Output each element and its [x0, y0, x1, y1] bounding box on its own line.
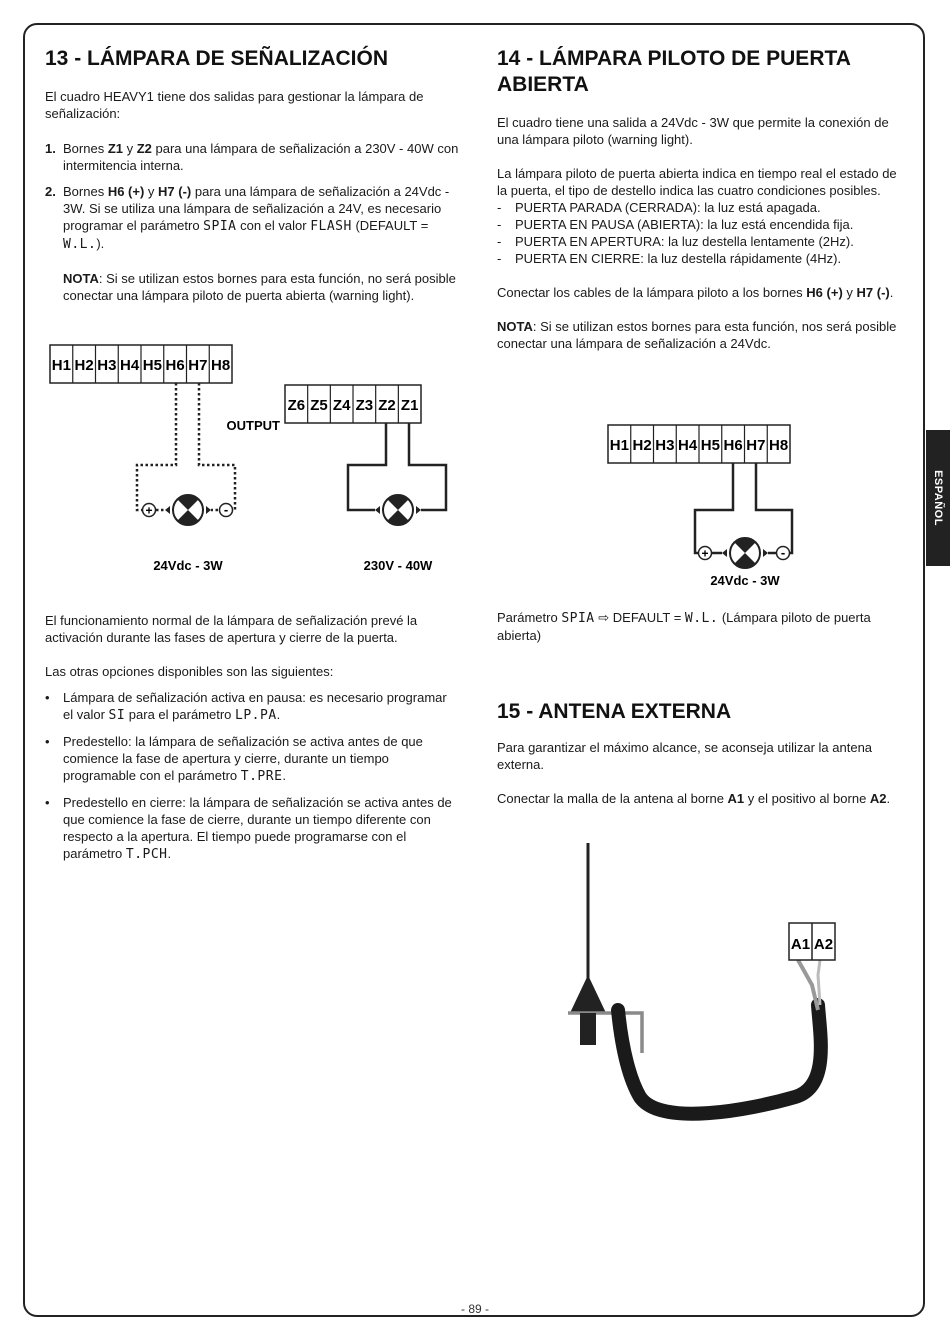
terminal-label: H2 — [74, 357, 94, 374]
section-14-title: 14 - LÁMPARA PILOTO DE PUERTA ABIERTA — [497, 47, 851, 96]
note-text: : Si se utilizan estos bornes para esta función, nos será posible conectar una lámpara de señalización a 24Vdc. — [497, 319, 897, 351]
terminal-label: H1 — [609, 437, 629, 454]
terminal-label: H2 — [632, 437, 652, 454]
dash: - — [497, 251, 502, 266]
text: Predestello: la lámpara de señalización se activa antes de que comience la fase de apertura y cierre, durante un tiempo programable con el parámetro — [63, 734, 423, 783]
dash: - — [497, 234, 502, 249]
terminal-a1: A1 — [790, 936, 811, 953]
bullet: • — [45, 734, 50, 749]
terminal-label: Z1 — [400, 397, 419, 414]
antenna-diagram — [550, 835, 870, 1155]
note-label: NOTA — [63, 271, 99, 286]
section-14-note — [497, 318, 907, 352]
parameter-default: W.L. — [63, 237, 97, 252]
lamp-230v-label: 230V - 40W — [363, 558, 433, 573]
parameter-name: SPIA — [203, 219, 237, 234]
list-number: 1. — [45, 141, 56, 156]
text: y — [144, 184, 159, 199]
arrow-icon: ⇨ — [598, 610, 610, 625]
state-item — [497, 199, 907, 216]
text: Bornes — [63, 184, 108, 199]
state-text: PUERTA EN CIERRE: la luz destella rápidamente (4Hz). — [515, 251, 842, 266]
terminal-ref: Z2 — [136, 141, 152, 156]
text: DEFAULT = — [609, 610, 685, 625]
section-15-title: 15 - ANTENA EXTERNA — [497, 700, 732, 723]
paragraph — [497, 284, 907, 301]
note-text: : Si se utilizan estos bornes para esta función, no será posible conectar una lámpara piloto de puerta abierta (warning light). — [63, 271, 456, 303]
parameter-name: T.PCH — [125, 847, 168, 862]
section-14 — [497, 46, 907, 352]
terminal-label: H8 — [211, 357, 231, 374]
terminal-label: H7 — [746, 437, 766, 454]
antenna-terminal-block — [789, 923, 835, 960]
text: Conectar los cables de la lámpara piloto a los bornes — [497, 285, 807, 300]
lamp-24v — [143, 494, 233, 573]
pilot-lamp-label: 24Vdc - 3W — [710, 573, 780, 588]
output-label: OUTPUT — [226, 418, 280, 433]
dash: - — [497, 217, 502, 232]
mounting-bracket — [568, 1013, 642, 1053]
section-13-intro: El cuadro HEAVY1 tiene dos salidas para gestionar la lámpara de señalización: — [45, 89, 424, 121]
text: . — [282, 768, 287, 783]
terminal-ref: Z1 — [107, 141, 123, 156]
section-13-options — [45, 612, 460, 863]
terminal-label: H7 — [188, 357, 208, 374]
text: con el valor — [236, 218, 311, 233]
state-item — [497, 216, 907, 233]
text: para una lámpara de señalización a 230V - 40W con intermitencia interna. — [63, 141, 459, 173]
text: y — [122, 141, 137, 156]
note-label: NOTA — [497, 319, 533, 334]
terminal-label: Z2 — [378, 397, 396, 414]
section-14-parameter — [497, 609, 907, 644]
terminal-label: H5 — [142, 357, 162, 374]
section-14-wiring-diagram — [600, 420, 800, 595]
list-item — [45, 689, 460, 724]
h-terminal-block — [608, 425, 790, 463]
text: y — [842, 285, 857, 300]
text: . — [276, 707, 281, 722]
parameter-value: SI — [108, 708, 126, 723]
terminal-label: Z5 — [310, 397, 328, 414]
section-13-title: 13 - LÁMPARA DE SEÑALIZACIÓN — [45, 47, 389, 70]
paragraph: La lámpara piloto de puerta abierta indica en tiempo real el estado de la puerta, el tipo de destello indica las cuatro condiciones posibles. — [497, 166, 897, 198]
paragraph: El funcionamiento normal de la lámpara de señalización prevé la activación durante las fases de apertura y cierre de la puerta. — [45, 613, 418, 645]
lamp-24v-label: 24Vdc - 3W — [153, 558, 223, 573]
text: . — [889, 285, 894, 300]
parameter-line — [497, 609, 907, 644]
antenna-cable — [618, 1005, 821, 1114]
terminal-a2: A2 — [813, 936, 834, 953]
parameter-name: T.PRE — [240, 769, 283, 784]
text: Conectar la malla de la antena al borne — [497, 791, 728, 806]
list-item — [45, 183, 460, 304]
section-13-note — [63, 270, 460, 304]
state-item — [497, 233, 907, 250]
terminal-ref: A1 — [727, 791, 745, 806]
text: (DEFAULT = — [351, 218, 429, 233]
cable-core — [818, 960, 820, 1005]
paragraph: Las otras opciones disponibles son las siguientes: — [45, 664, 334, 679]
text: y el positivo al borne — [744, 791, 870, 806]
text: ). — [96, 236, 105, 251]
list-item — [45, 733, 460, 785]
terminal-ref: H7 (-) — [856, 285, 890, 300]
terminal-ref: H7 (-) — [158, 184, 192, 199]
text: para una lámpara de señalización a 24Vdc - 3W. Si se utiliza una lámpara de señalización a 24V, es necesario programar el parámetro — [63, 184, 450, 233]
terminal-label: H8 — [769, 437, 789, 454]
text: . — [167, 846, 172, 861]
svg-text:-: - — [223, 502, 229, 517]
terminal-label: Z4 — [332, 397, 351, 414]
list-item — [45, 140, 460, 174]
bullet: • — [45, 690, 50, 705]
pilot-lamp — [699, 537, 790, 588]
parameter-value: FLASH — [310, 219, 352, 234]
parameter-value: W.L. — [684, 611, 719, 626]
state-list — [497, 199, 907, 267]
section-13 — [45, 46, 460, 304]
terminal-label: Z3 — [355, 397, 374, 414]
text: Predestello en cierre: la lámpara de señalización se activa antes de que comience la fase de cierre, durante un tiempo diferente con respecto a la apertura. El tiempo puede programarse con el parámetro — [63, 795, 452, 861]
text: Bornes — [63, 141, 108, 156]
text: Lámpara de señalización activa en pausa: es necesario programar el valor — [63, 690, 447, 722]
h-terminal-block — [50, 345, 232, 383]
terminal-label: H4 — [678, 437, 698, 454]
text: para el parámetro — [125, 707, 236, 722]
terminal-label: H3 — [655, 437, 675, 454]
lamp-230v — [364, 494, 433, 573]
terminal-label: H6 — [723, 437, 743, 454]
dotted-wires-24v — [137, 383, 235, 510]
parameter-name: SPIA — [561, 611, 595, 626]
terminal-label: H5 — [700, 437, 720, 454]
svg-text:-: - — [780, 545, 786, 560]
paragraph: Para garantizar el máximo alcance, se aconseja utilizar la antena externa. — [497, 740, 873, 772]
list-number: 2. — [45, 184, 56, 199]
dash: - — [497, 200, 502, 215]
list-item — [45, 794, 460, 863]
state-text: PUERTA EN APERTURA: la luz destella lentamente (2Hz). — [515, 234, 854, 249]
svg-text:+: + — [701, 546, 709, 561]
state-text: PUERTA EN PAUSA (ABIERTA): la luz está encendida fija. — [515, 217, 854, 232]
terminal-ref: H6 (+) — [107, 184, 145, 199]
terminal-label: H3 — [97, 357, 117, 374]
section-15 — [497, 699, 907, 807]
page-number: - 89 - — [460, 1302, 489, 1316]
text: . — [886, 791, 891, 806]
cable-shield — [798, 960, 818, 1010]
terminal-label: H4 — [120, 357, 140, 374]
terminal-ref: A2 — [869, 791, 887, 806]
svg-text:+: + — [145, 503, 153, 518]
terminal-ref: H6 (+) — [806, 285, 843, 300]
text: Parámetro — [497, 610, 562, 625]
text: (Lámpara piloto de puerta abierta) — [497, 610, 871, 643]
state-text: PUERTA PARADA (CERRADA): la luz está apagada. — [515, 200, 821, 215]
parameter-name: LP.PA — [235, 708, 277, 723]
z-terminal-block — [227, 385, 421, 433]
terminal-label: H6 — [165, 357, 185, 374]
paragraph — [497, 790, 907, 807]
section-13-wiring-diagram — [40, 340, 470, 580]
language-tab-label: ESPAÑOL — [932, 470, 944, 526]
paragraph: El cuadro tiene una salida a 24Vdc - 3W que permite la conexión de una lámpara piloto (warning light). — [497, 115, 889, 147]
bullet: • — [45, 795, 50, 810]
antenna-icon — [568, 843, 821, 1114]
terminal-label: Z6 — [287, 397, 306, 414]
terminal-label: H1 — [51, 357, 71, 374]
state-item — [497, 250, 907, 267]
language-tab — [926, 430, 950, 566]
